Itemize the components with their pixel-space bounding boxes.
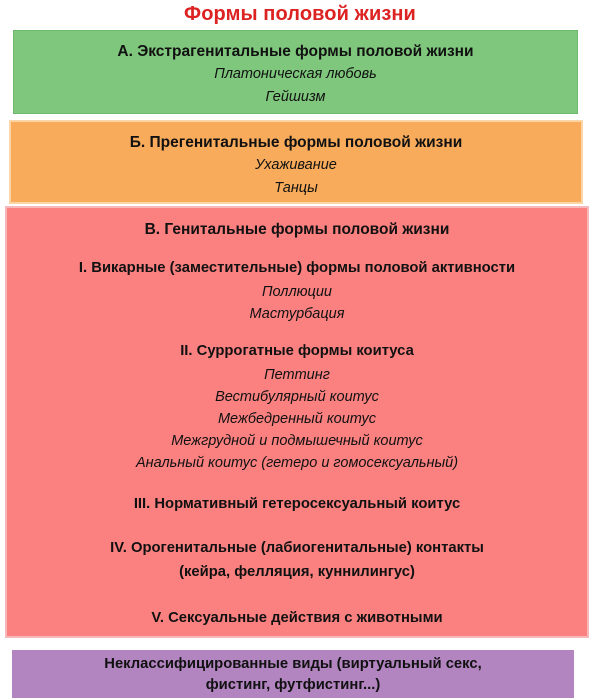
subsection-ii-item: Анальный коитус (гетеро и гомосексуальный): [135, 455, 459, 471]
subsection-i-item: Поллюции: [262, 284, 332, 300]
section-b-heading: Б. Прегенитальные формы половой жизни: [129, 134, 463, 151]
section-a-item: Гейшизм: [265, 89, 326, 105]
subsection-i-item: Мастурбация: [249, 306, 345, 322]
section-unclassified-line1: Неклассифицированные виды (виртуальный секс,: [104, 656, 482, 672]
section-b-item: Ухаживание: [255, 157, 337, 173]
section-unclassified: [12, 650, 574, 698]
subsection-iii-heading: III. Нормативный гетеросексуальный коитус: [133, 496, 461, 512]
section-a-heading: А. Экстрагенитальные формы половой жизни: [117, 43, 474, 60]
subsection-iv-heading-line1: IV. Орогенитальные (лабиогенитальные) контакты: [110, 540, 484, 556]
section-a-item: Платоническая любовь: [214, 66, 377, 82]
subsection-ii-item: Вестибулярный коитус: [215, 389, 379, 405]
subsection-ii-heading: II. Суррогатные формы коитуса: [180, 343, 414, 359]
subsection-v-heading: V. Сексуальные действия с животными: [151, 610, 443, 626]
section-unclassified-line2: фистинг, футфистинг...): [205, 677, 381, 693]
subsection-ii-surrogate: [7, 339, 587, 474]
subsection-ii-item: Межбедренный коитус: [217, 411, 377, 427]
section-v-heading: В. Генитальные формы половой жизни: [144, 221, 450, 238]
subsection-iv-heading-line2: (кейра, фелляция, куннилингус): [179, 564, 415, 580]
section-a-extragenital: [13, 30, 578, 114]
section-v-genital: [5, 206, 589, 638]
subsection-i-vicarious: [7, 256, 587, 325]
subsection-ii-item: Межгрудной и подмышечный коитус: [171, 433, 423, 449]
subsection-i-heading: I. Викарные (заместительные) формы половой активности: [78, 260, 516, 276]
section-b-pregenital: [9, 120, 583, 204]
subsection-ii-item: Петтинг: [264, 367, 330, 383]
subsection-v-zoophilia: [7, 606, 587, 630]
section-b-item: Танцы: [274, 180, 318, 196]
subsection-iv-orogenital: [7, 536, 587, 584]
page-title: Формы половой жизни: [184, 3, 416, 25]
subsection-iii-normative: [7, 492, 587, 516]
